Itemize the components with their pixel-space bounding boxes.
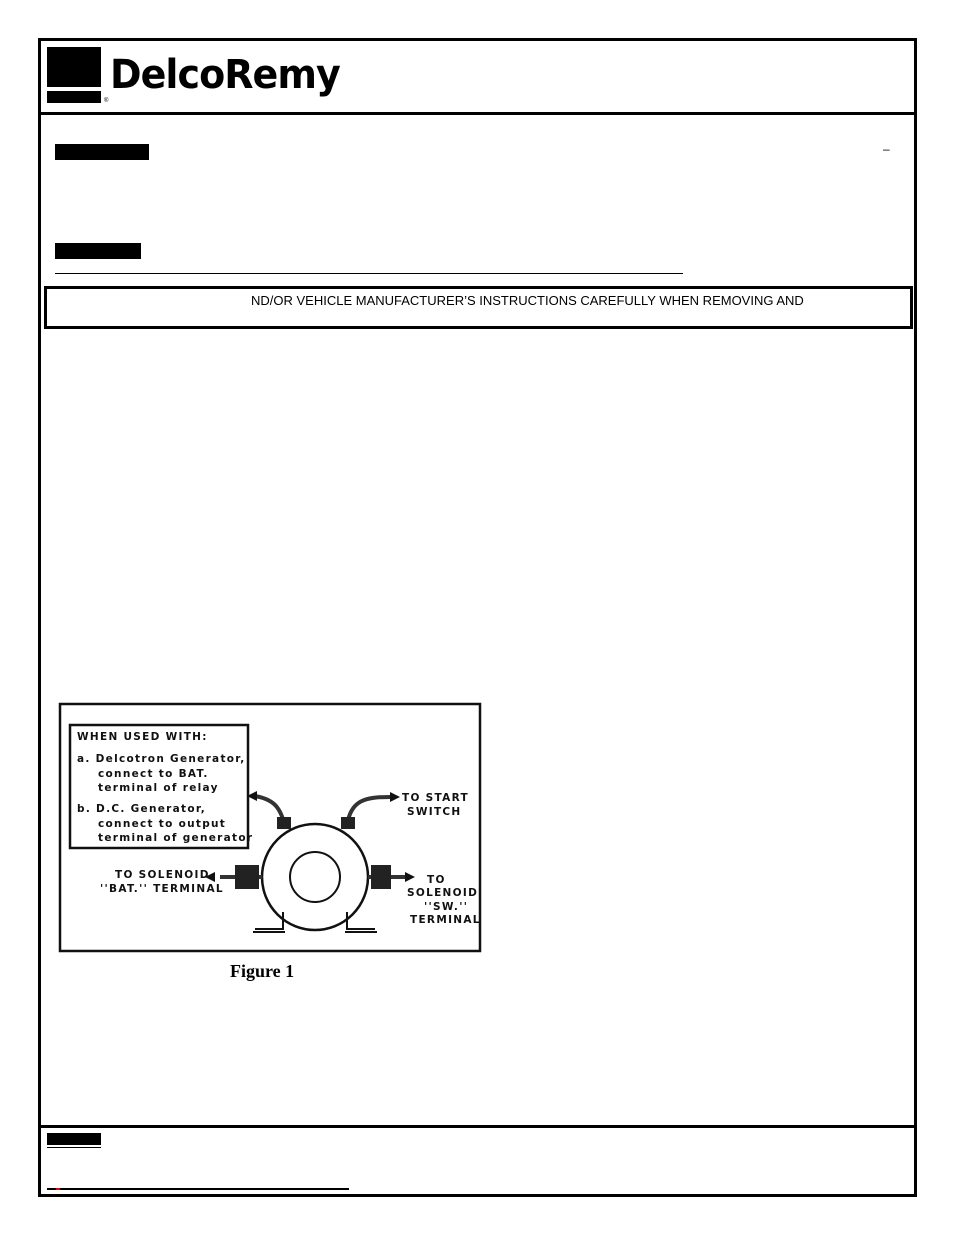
figure-1-diagram [55,700,485,985]
label-start-switch: SWITCH [407,806,462,818]
header-divider [38,112,917,115]
redacted-heading-2 [55,243,141,259]
label-start-switch: TO START [402,792,469,804]
registered-mark: ® [104,98,109,104]
page-frame [38,38,917,1197]
warning-box [44,286,913,329]
warning-text: ND/OR VEHICLE MANUFACTURER’S INSTRUCTIONS CAREFULLY WHEN REMOVING AND [251,293,804,308]
note-line: a. Delcotron Generator, [77,753,246,765]
note-line: connect to BAT. [98,768,209,780]
label-solenoid-bat: TO SOLENOID [115,869,210,881]
footer-divider [38,1125,917,1128]
label-solenoid-sw: SOLENOID [407,887,479,899]
logo-mark-bar [47,91,101,103]
underline-rule [55,273,683,274]
label-solenoid-bat: ''BAT.'' TERMINAL [100,883,224,895]
note-line: terminal of generator [98,832,254,844]
redacted-heading-1 [55,144,149,160]
note-line: WHEN USED WITH: [77,731,208,743]
red-mark [56,1188,60,1190]
note-line: connect to output [98,818,227,830]
label-solenoid-sw: TO [427,874,446,886]
relay-body [253,824,377,932]
brand-logo: DelcoRemy [110,52,340,98]
logo-mark [47,47,101,87]
note-line: terminal of relay [98,782,219,794]
dash-mark: – [883,142,890,156]
redacted-heading-3 [47,1133,101,1145]
footer-rule [47,1188,349,1190]
note-line: b. D.C. Generator, [77,803,207,815]
figure-caption: Figure 1 [230,961,295,981]
label-solenoid-sw: ''SW.'' [424,901,469,913]
label-solenoid-sw: TERMINAL [410,914,481,926]
heading-underline [47,1147,101,1148]
